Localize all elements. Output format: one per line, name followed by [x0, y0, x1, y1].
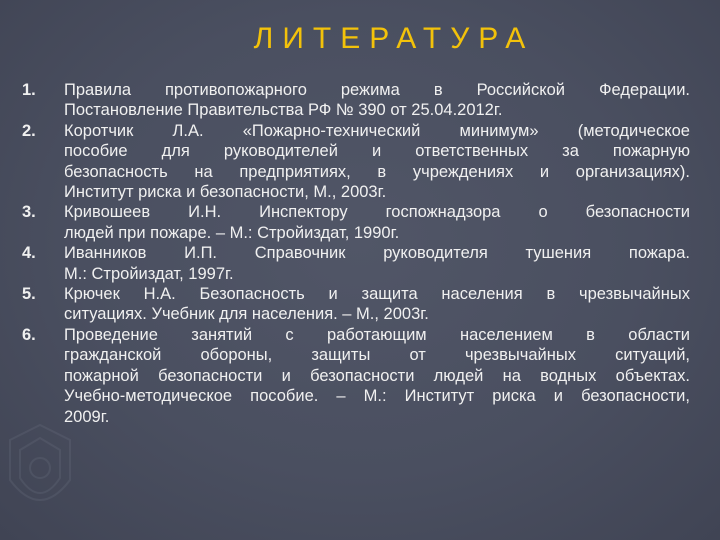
item-text-line: Постановление Правительства РФ № 390 от 25.04.2012г. [64, 101, 503, 120]
item-text-line: гражданской обороны, защиты от чрезвычайных ситуаций, [64, 346, 690, 365]
item-text-line: Институт риска и безопасности, М., 2003г. [64, 183, 387, 202]
list-item [12, 284, 690, 325]
item-text-line: Коротчик Л.А. «Пожарно-технический минимум» (методическое [64, 121, 690, 140]
list-item [12, 243, 690, 284]
item-text-line: Правила противопожарного режима в Российской Федерации. [64, 81, 690, 99]
list-item [12, 202, 690, 243]
item-text-line: безопасность на предприятиях, в учреждениях и организациях). [64, 162, 690, 181]
list-item [12, 80, 690, 121]
item-number: 4. [22, 244, 36, 263]
item-text-line: Учебно-методическое пособие. – М.: Институт риска и безопасности, [64, 387, 690, 406]
item-number: 1. [22, 81, 36, 99]
item-number: 5. [22, 285, 36, 304]
watermark-emblem-icon [0, 420, 80, 530]
item-text-line: пожарной безопасности и безопасности людей на водных объектах. [64, 366, 690, 385]
item-text-line: пособие для руководителей и ответственных за пожарную [64, 142, 690, 161]
list-item [12, 121, 690, 203]
item-text-line: М.: Стройиздат, 1997г. [64, 264, 234, 283]
item-text-line: Крючек Н.А. Безопасность и защита населения в чрезвычайных [64, 285, 690, 304]
item-text-line: 2009г. [64, 407, 110, 426]
item-number: 6. [22, 325, 36, 344]
item-number: 3. [22, 203, 36, 222]
item-text-line: людей при пожаре. – М.: Стройиздат, 1990г. [64, 223, 400, 242]
page-title: ЛИТЕРАТУРА [253, 22, 535, 55]
item-text-line: Проведение занятий с работающим населением в области [64, 325, 690, 344]
item-text-line: Иванников И.П. Справочник руководителя тушения пожара. [64, 244, 690, 263]
list-item [12, 325, 690, 427]
literature-list [12, 80, 690, 427]
item-number: 2. [22, 121, 36, 140]
item-text-line: ситуациях. Учебник для населения. – М., 2003г. [64, 305, 429, 324]
item-text-line: Кривошеев И.Н. Инспектору госпожнадзора о безопасности [64, 203, 690, 222]
